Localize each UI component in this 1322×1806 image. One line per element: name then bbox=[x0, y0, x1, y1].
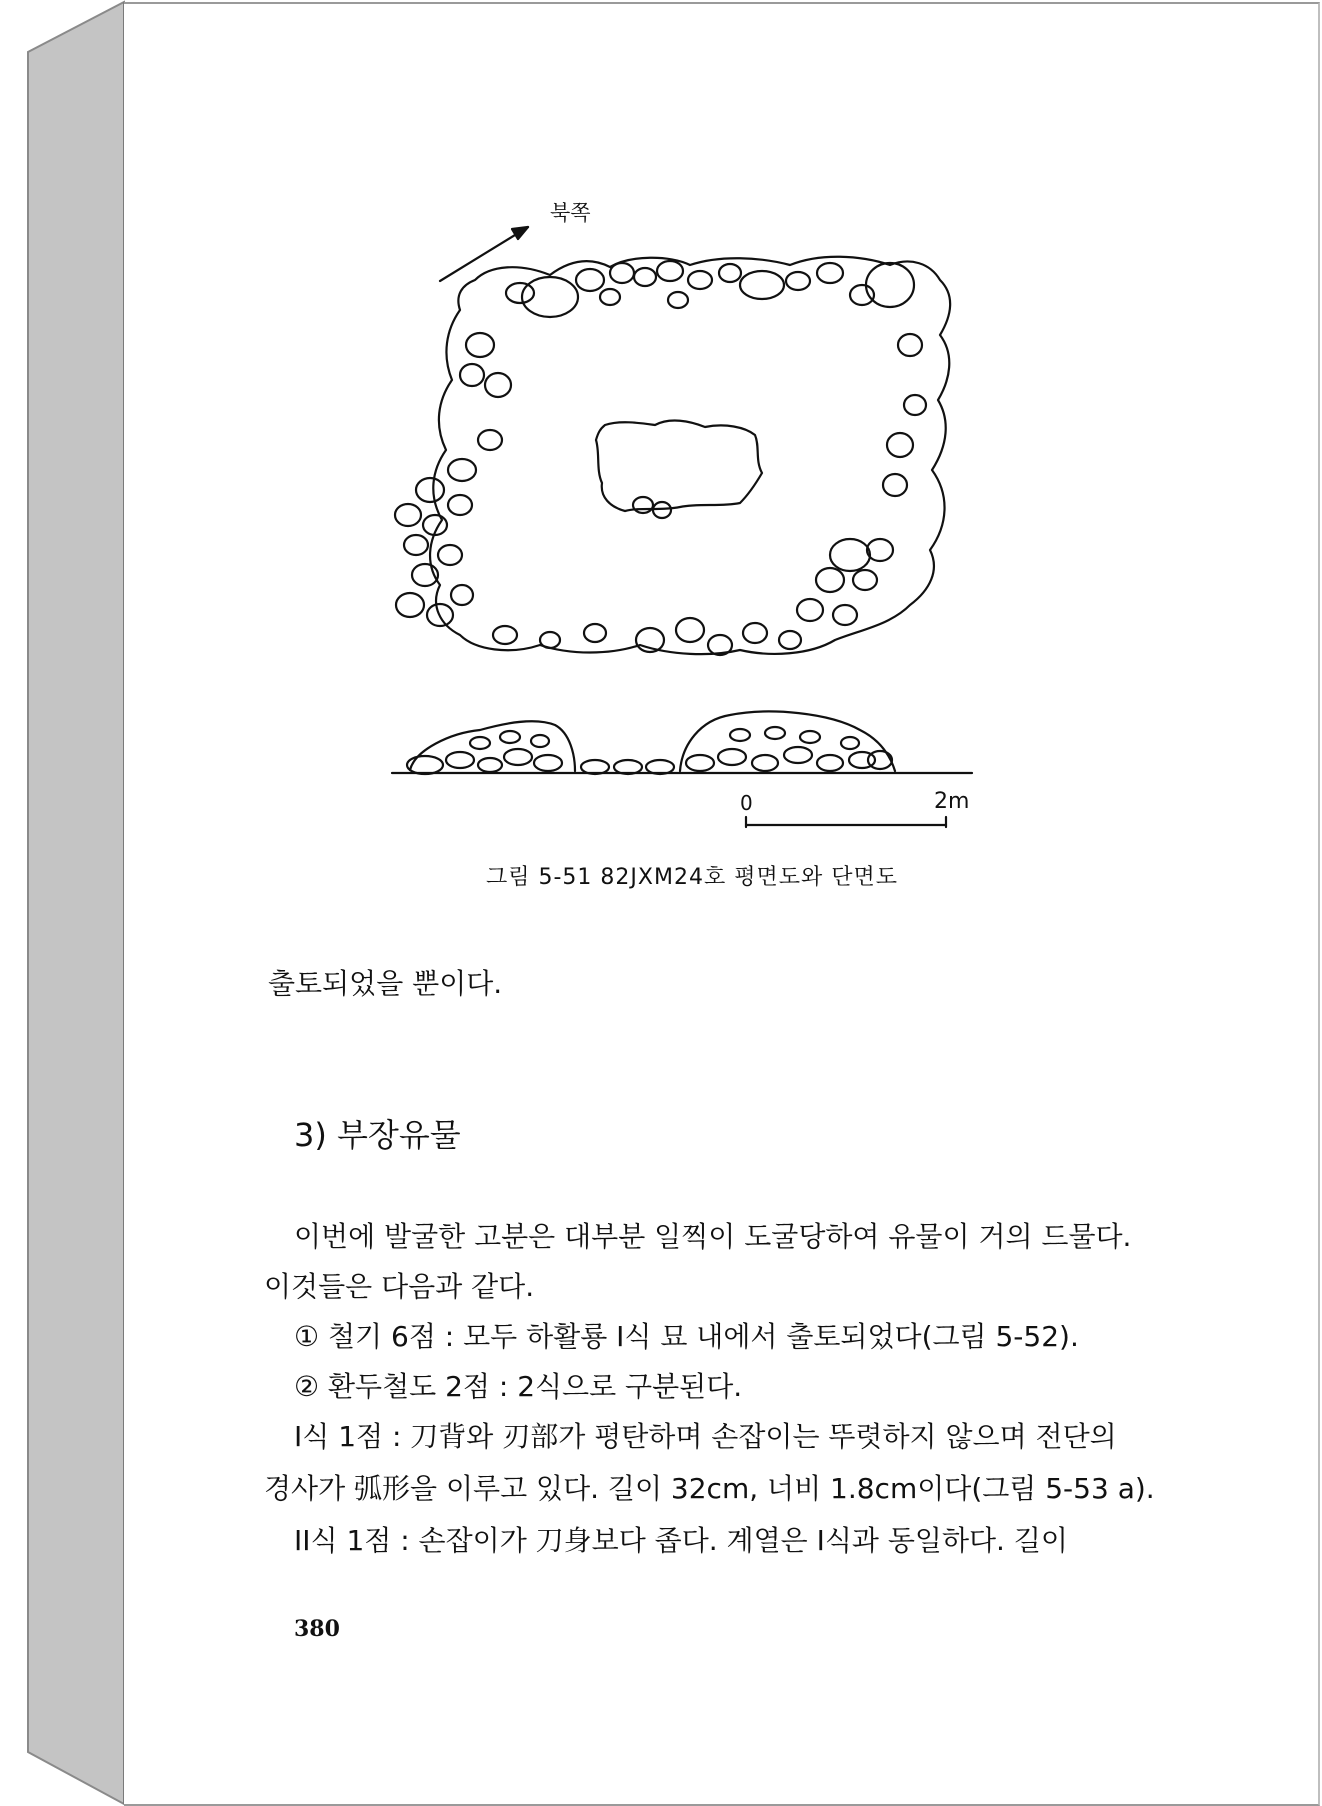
paragraph-line: 이번에 발굴한 고분은 대부분 일찍이 도굴당하여 유물이 거의 드물다. bbox=[294, 1220, 1132, 1253]
paragraph-line: 경사가 弧形을 이루고 있다. 길이 32cm, 너비 1.8cm이다(그림 5-53 a). bbox=[264, 1472, 1155, 1505]
section-heading: 3) 부장유물 bbox=[294, 1116, 461, 1154]
tomb-plan-drawing bbox=[250, 185, 1050, 845]
list-item: ① 철기 6점 : 모두 하활룡 I식 묘 내에서 출토되었다(그림 5-52). bbox=[294, 1320, 1079, 1353]
figure-caption: 그림 5-51 82JXM24호 평면도와 단면도 bbox=[486, 865, 898, 890]
list-item: ② 환두철도 2점 : 2식으로 구분된다. bbox=[294, 1370, 743, 1403]
paragraph-line: I식 1점 : 刀背와 刃部가 평탄하며 손잡이는 뚜렷하지 않으며 전단의 bbox=[294, 1420, 1117, 1453]
page-number: 380 bbox=[294, 1616, 340, 1642]
north-label: 북쪽 bbox=[550, 201, 591, 225]
scale-start-label: 0 bbox=[740, 791, 753, 815]
scale-end-label: 2m bbox=[934, 789, 970, 814]
paragraph-line: II식 1점 : 손잡이가 刀身보다 좁다. 계열은 I식과 동일하다. 길이 bbox=[294, 1524, 1068, 1557]
body-line-continue: 출토되었을 뿐이다. bbox=[268, 967, 503, 1000]
paragraph-line: 이것들은 다음과 같다. bbox=[264, 1270, 535, 1303]
